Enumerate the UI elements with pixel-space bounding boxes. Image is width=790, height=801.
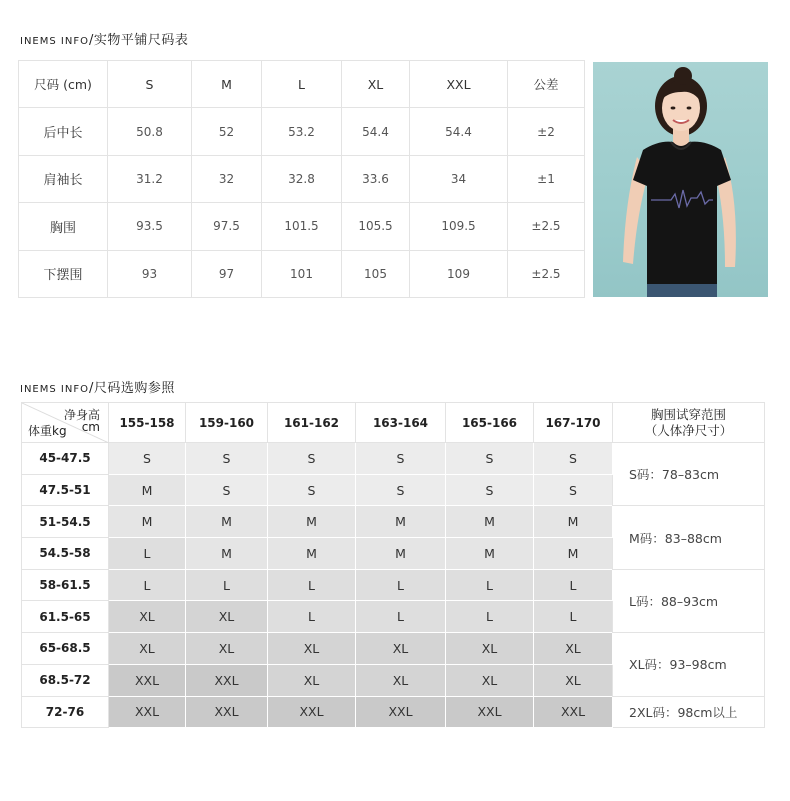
size-cell: S bbox=[186, 474, 268, 506]
table-cell: 54.4 bbox=[342, 108, 410, 155]
table-cell: 105.5 bbox=[342, 203, 410, 250]
size-cell: S bbox=[534, 474, 613, 506]
size-cell: L bbox=[268, 601, 356, 633]
table-cell: 97 bbox=[192, 250, 262, 297]
brand-label: INEMS INFO bbox=[20, 384, 89, 395]
size-cell: S bbox=[356, 443, 446, 475]
table-row bbox=[22, 696, 765, 728]
size-cell: S bbox=[109, 443, 186, 475]
size-cell: M bbox=[186, 538, 268, 570]
size-cell: L bbox=[356, 569, 446, 601]
size-cell: XL bbox=[446, 664, 534, 696]
weight-row-label: 65-68.5 bbox=[22, 633, 109, 665]
table-cell: ±2.5 bbox=[508, 250, 585, 297]
header-size-xxl: XXL bbox=[410, 61, 508, 108]
chest-range-cell: XL码：93–98cm bbox=[613, 633, 765, 696]
size-cell: M bbox=[534, 538, 613, 570]
weight-row-label: 45-47.5 bbox=[22, 443, 109, 475]
table-cell: ±2 bbox=[508, 108, 585, 155]
height-unit: cm bbox=[81, 420, 100, 434]
table-cell: 97.5 bbox=[192, 203, 262, 250]
table-cell: 52 bbox=[192, 108, 262, 155]
size-cell: M bbox=[109, 474, 186, 506]
header-size-m: M bbox=[192, 61, 262, 108]
header-size-cm: 尺码 (cm) bbox=[19, 61, 108, 108]
table-cell: 32 bbox=[192, 155, 262, 202]
size-cell: L bbox=[268, 569, 356, 601]
title-text: 尺码选购参照 bbox=[93, 381, 175, 396]
table-cell: ±2.5 bbox=[508, 203, 585, 250]
size-cell: S bbox=[356, 474, 446, 506]
size-cell: L bbox=[109, 569, 186, 601]
size-cell: S bbox=[534, 443, 613, 475]
section-title-flat-size bbox=[20, 29, 188, 48]
chest-range-cell: S码：78–83cm bbox=[613, 443, 765, 506]
size-cell: XL bbox=[109, 633, 186, 665]
size-cell: XXL bbox=[186, 664, 268, 696]
model-photo bbox=[593, 62, 768, 297]
weight-row-label: 54.5-58 bbox=[22, 538, 109, 570]
size-cell: M bbox=[534, 506, 613, 538]
size-cell: L bbox=[534, 569, 613, 601]
row-label: 后中长 bbox=[19, 108, 108, 155]
size-cell: S bbox=[446, 443, 534, 475]
size-cell: L bbox=[109, 538, 186, 570]
size-cell: M bbox=[268, 538, 356, 570]
title-separator: / bbox=[88, 33, 94, 48]
brand-label: INEMS INFO bbox=[20, 36, 89, 47]
chest-header-line1: 胸围试穿范围 bbox=[650, 406, 726, 422]
table-cell: 109 bbox=[410, 250, 508, 297]
flat-measurement-table bbox=[18, 60, 585, 298]
table-cell: 54.4 bbox=[410, 108, 508, 155]
height-column: 167-170 bbox=[534, 403, 613, 443]
table-cell: 101 bbox=[262, 250, 342, 297]
size-cell: M bbox=[109, 506, 186, 538]
size-cell: L bbox=[356, 601, 446, 633]
row-label: 肩袖长 bbox=[19, 155, 108, 202]
height-label: 净身高 bbox=[63, 408, 100, 422]
size-cell: L bbox=[186, 569, 268, 601]
size-cell: XL bbox=[268, 633, 356, 665]
table-cell: ±1 bbox=[508, 155, 585, 202]
size-cell: XL bbox=[356, 633, 446, 665]
size-cell: M bbox=[446, 506, 534, 538]
weight-label: 体重kg bbox=[28, 424, 67, 438]
size-cell: XXL bbox=[109, 664, 186, 696]
table-row bbox=[19, 108, 585, 155]
table-header-row bbox=[19, 61, 585, 108]
weight-row-label: 61.5-65 bbox=[22, 601, 109, 633]
model-wearing-black-tshirt-icon bbox=[593, 62, 768, 297]
size-cell: XL bbox=[186, 633, 268, 665]
size-cell: XXL bbox=[268, 696, 356, 728]
weight-row-label: 72-76 bbox=[22, 696, 109, 728]
header-size-l: L bbox=[262, 61, 342, 108]
header-size-xl: XL bbox=[342, 61, 410, 108]
size-cell: XL bbox=[534, 664, 613, 696]
table-row bbox=[22, 443, 765, 475]
size-cell: S bbox=[268, 443, 356, 475]
table-cell: 31.2 bbox=[108, 155, 192, 202]
height-column: 165-166 bbox=[446, 403, 534, 443]
table-row bbox=[22, 633, 765, 665]
size-cell: XL bbox=[446, 633, 534, 665]
table-cell: 50.8 bbox=[108, 108, 192, 155]
table-row bbox=[22, 506, 765, 538]
size-cell: M bbox=[446, 538, 534, 570]
height-column: 155-158 bbox=[109, 403, 186, 443]
table-cell: 53.2 bbox=[262, 108, 342, 155]
table-cell: 101.5 bbox=[262, 203, 342, 250]
size-cell: S bbox=[446, 474, 534, 506]
height-column: 159-160 bbox=[186, 403, 268, 443]
size-cell: XXL bbox=[186, 696, 268, 728]
header-size-s: S bbox=[108, 61, 192, 108]
table-row bbox=[19, 250, 585, 297]
title-text: 实物平铺尺码表 bbox=[93, 33, 189, 48]
weight-row-label: 47.5-51 bbox=[22, 474, 109, 506]
height-column: 161-162 bbox=[268, 403, 356, 443]
chest-header-line2: （人体净尺寸） bbox=[644, 422, 733, 438]
table-cell: 33.6 bbox=[342, 155, 410, 202]
table-row bbox=[19, 155, 585, 202]
table-cell: 34 bbox=[410, 155, 508, 202]
weight-row-label: 58-61.5 bbox=[22, 569, 109, 601]
table-cell: 32.8 bbox=[262, 155, 342, 202]
table-cell: 105 bbox=[342, 250, 410, 297]
size-cell: S bbox=[186, 443, 268, 475]
table-row bbox=[22, 569, 765, 601]
chest-range-cell: L码：88–93cm bbox=[613, 569, 765, 632]
table-cell: 93 bbox=[108, 250, 192, 297]
size-cell: M bbox=[268, 506, 356, 538]
table-cell: 109.5 bbox=[410, 203, 508, 250]
chest-range-cell: M码：83–88cm bbox=[613, 506, 765, 569]
size-cell: XL bbox=[186, 601, 268, 633]
weight-row-label: 51-54.5 bbox=[22, 506, 109, 538]
size-guide-table bbox=[21, 402, 765, 728]
chest-range-cell: 2XL码：98cm以上 bbox=[613, 696, 765, 728]
corner-header bbox=[22, 403, 109, 443]
size-cell: L bbox=[446, 601, 534, 633]
table-cell: 93.5 bbox=[108, 203, 192, 250]
size-cell: M bbox=[356, 506, 446, 538]
row-label: 下摆围 bbox=[19, 250, 108, 297]
section-title-size-guide bbox=[20, 377, 175, 396]
chest-range-header bbox=[613, 403, 765, 443]
size-cell: L bbox=[534, 601, 613, 633]
table-row bbox=[19, 203, 585, 250]
size-cell: XXL bbox=[356, 696, 446, 728]
size-cell: XL bbox=[356, 664, 446, 696]
size-cell: XXL bbox=[109, 696, 186, 728]
size-cell: XL bbox=[268, 664, 356, 696]
header-tolerance: 公差 bbox=[508, 61, 585, 108]
size-cell: XL bbox=[534, 633, 613, 665]
height-column: 163-164 bbox=[356, 403, 446, 443]
table-header-row bbox=[22, 403, 765, 443]
size-cell: XXL bbox=[534, 696, 613, 728]
size-cell: S bbox=[268, 474, 356, 506]
title-separator: / bbox=[88, 381, 94, 396]
size-cell: M bbox=[186, 506, 268, 538]
size-cell: XL bbox=[109, 601, 186, 633]
size-cell: XXL bbox=[446, 696, 534, 728]
weight-row-label: 68.5-72 bbox=[22, 664, 109, 696]
size-cell: L bbox=[446, 569, 534, 601]
size-cell: M bbox=[356, 538, 446, 570]
row-label: 胸围 bbox=[19, 203, 108, 250]
